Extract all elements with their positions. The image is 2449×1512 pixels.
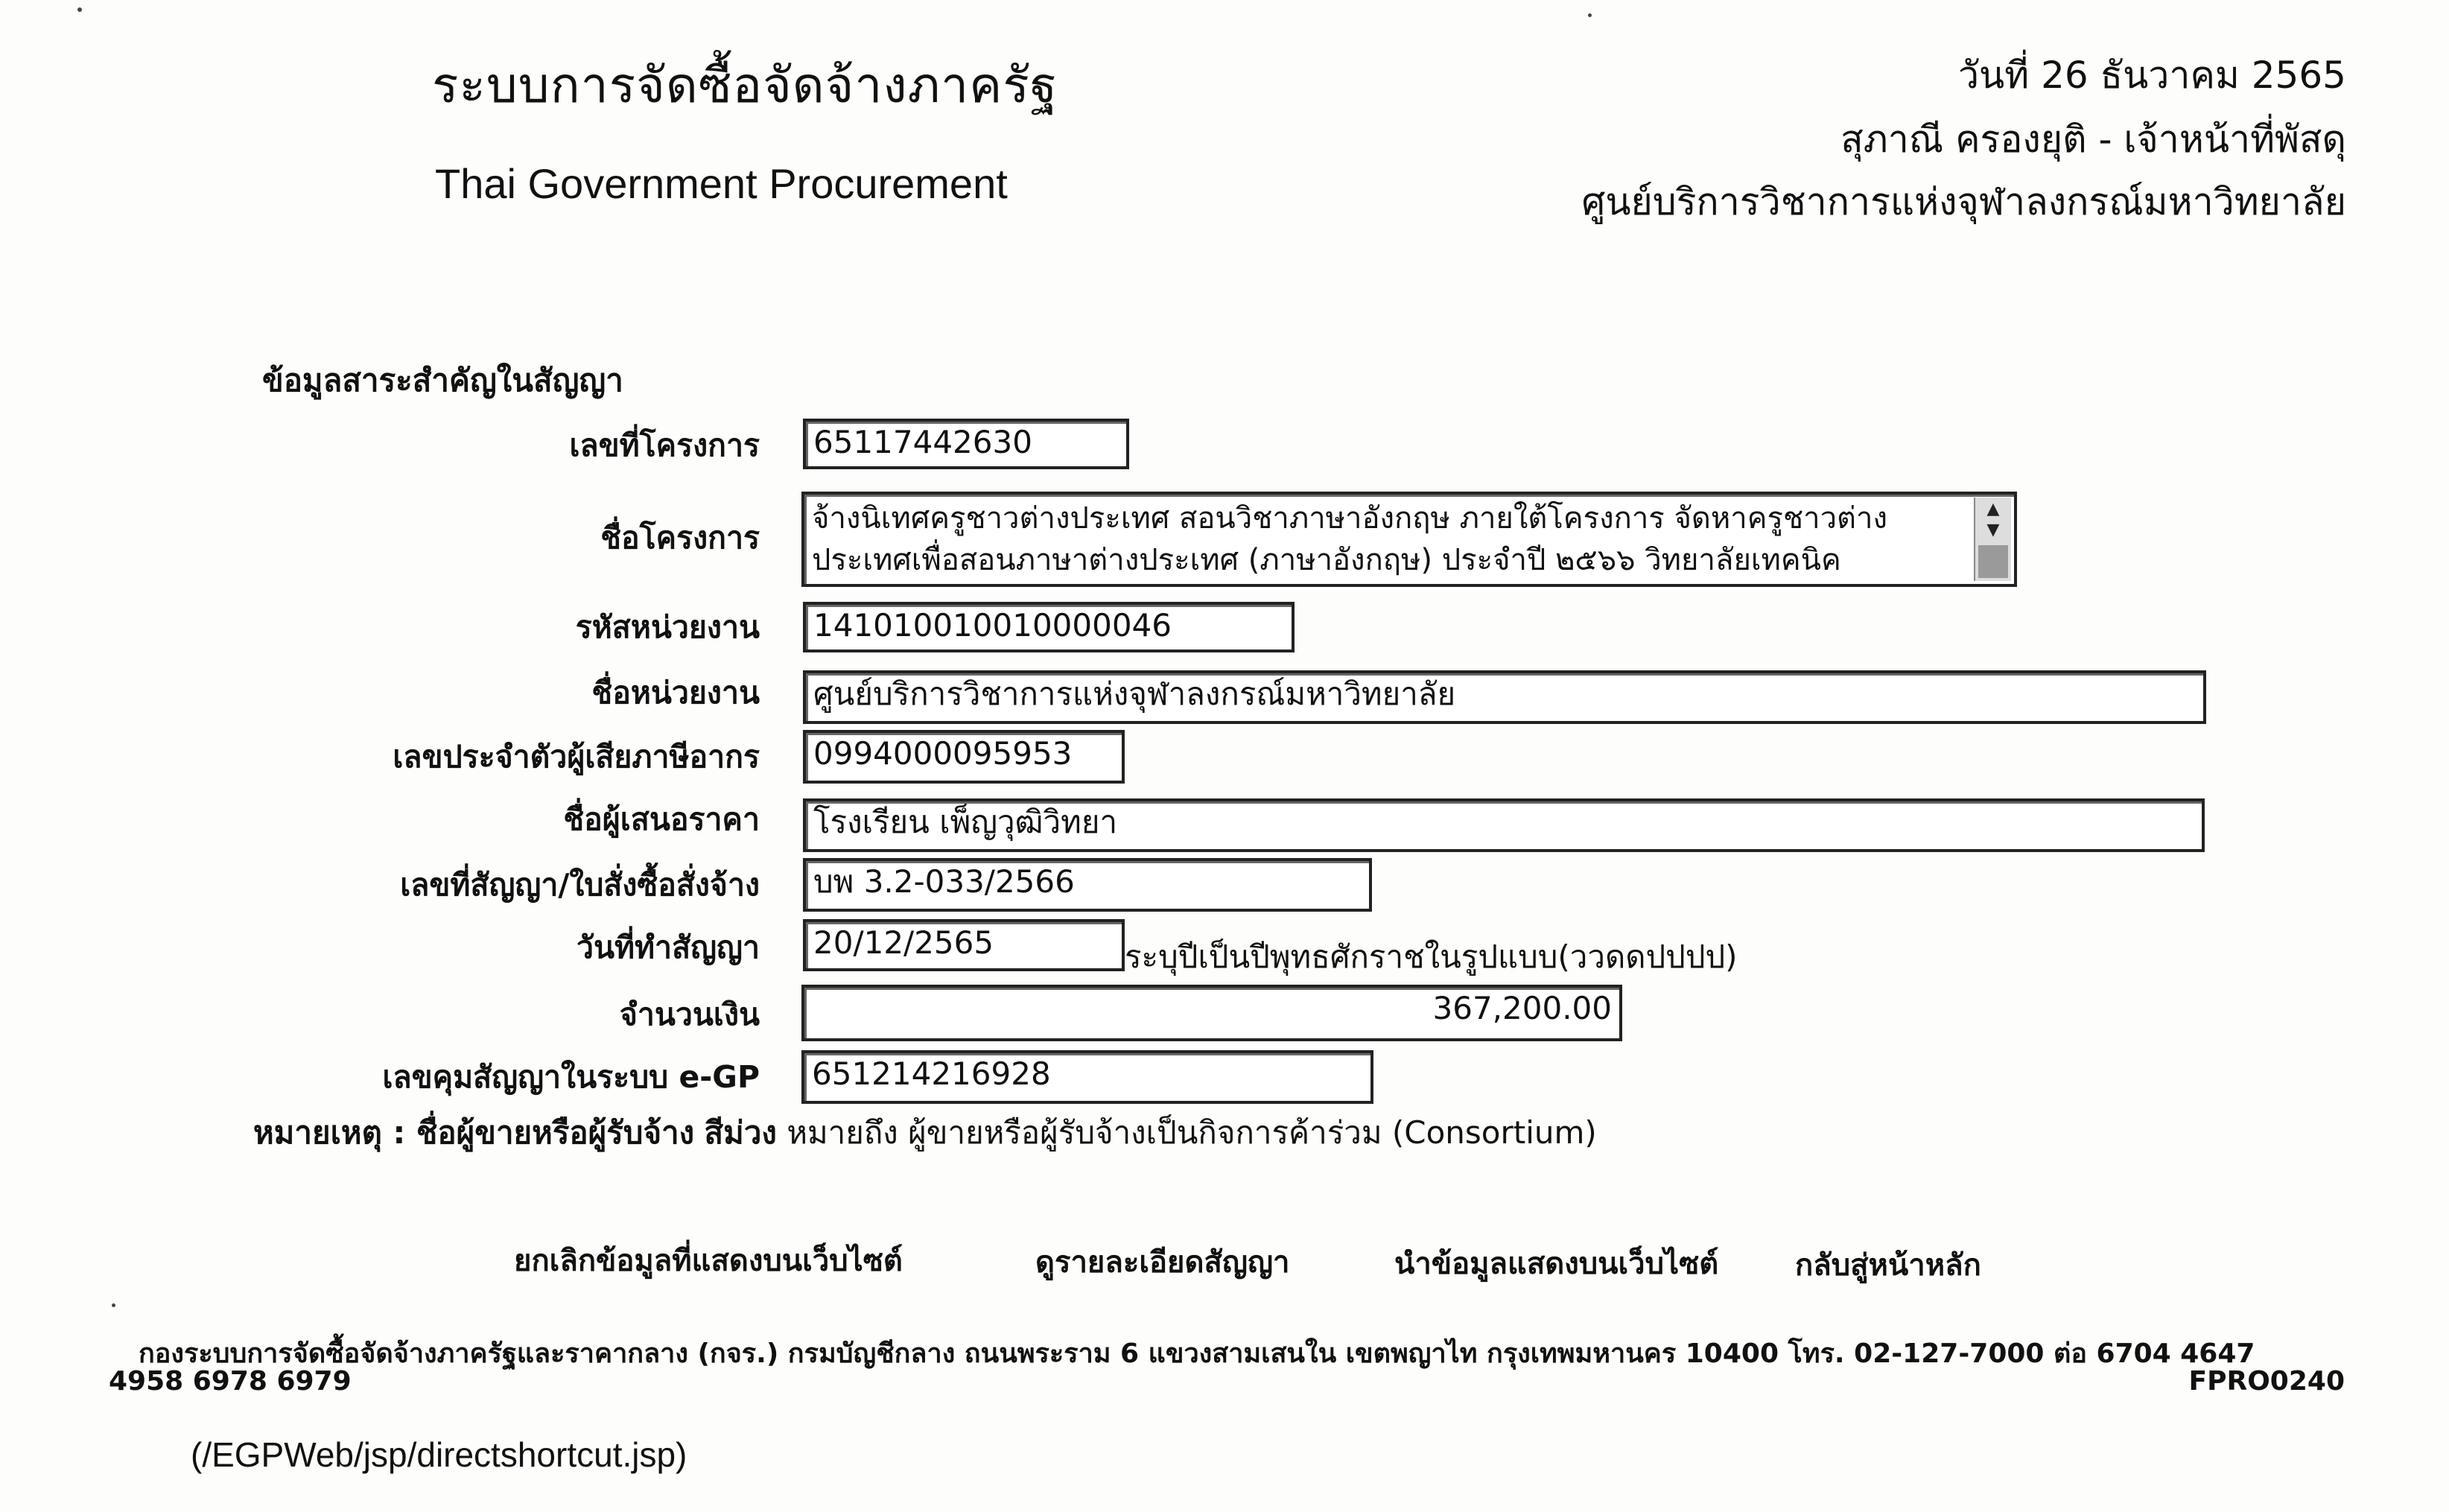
remark-suffix: หมายถึง ผู้ขายหรือผู้รับจ้างเป็นกิจการค้าร่วม (Consortium) bbox=[787, 1114, 1597, 1151]
organization-name: ศูนย์บริการวิชาการแห่งจุฬาลงกรณ์มหาวิทยาลัย bbox=[1581, 180, 2346, 223]
contract-date-field[interactable]: 20/12/2565 bbox=[803, 919, 1125, 971]
scan-speck bbox=[112, 1303, 115, 1307]
egp-no-label: เลขคุมสัญญาในระบบ e-GP bbox=[382, 1059, 760, 1095]
project-name-textarea[interactable] bbox=[801, 492, 2017, 587]
project-name-label: ชื่อโครงการ bbox=[600, 520, 760, 556]
bidder-name-label: ชื่อผู้เสนอราคา bbox=[563, 801, 760, 837]
scroll-thumb[interactable] bbox=[1978, 545, 2008, 578]
amount-label: จำนวนเงิน bbox=[619, 997, 760, 1032]
unit-code-field[interactable]: 141010010010000046 bbox=[803, 602, 1295, 652]
system-title-english: Thai Government Procurement bbox=[435, 160, 1008, 207]
egp-no-field[interactable]: 651214216928 bbox=[801, 1050, 1373, 1104]
cancel-web-display-link[interactable]: ยกเลิกข้อมูลที่แสดงบนเว็บไซต์ bbox=[514, 1244, 903, 1278]
contract-no-label: เลขที่สัญญา/ใบสั่งซื้อสั่งจ้าง bbox=[400, 867, 760, 903]
footer-phone-ext: 4958 6978 6979 bbox=[109, 1366, 352, 1397]
publish-to-web-link[interactable]: นำข้อมูลแสดงบนเว็บไซต์ bbox=[1394, 1247, 1719, 1281]
system-title-thai: ระบบการจัดซื้อจัดจ้างภาครัฐ bbox=[432, 57, 1058, 114]
unit-name-field[interactable]: ศูนย์บริการวิชาการแห่งจุฬาลงกรณ์มหาวิทยาลัย bbox=[803, 670, 2206, 724]
scroll-down-icon[interactable]: ▼ bbox=[1986, 521, 2000, 539]
remark-highlight: สีม่วง bbox=[704, 1114, 777, 1151]
scan-speck bbox=[77, 7, 82, 12]
footer-address: กองระบบการจัดซื้อจัดจ้างภาครัฐและราคากลาง (กจร.) กรมบัญชีกลาง ถนนพระราม 6 แขวงสามเสนใน เขตพญาไท กรุงเทพมหานคร 10400 โทร. 02-127-7000 ต่อ 6704 4647 bbox=[139, 1338, 2255, 1369]
remark-note bbox=[253, 1108, 1597, 1157]
project-name-text: จ้างนิเทศครูชาวต่างประเทศ สอนวิชาภาษาอังกฤษ ภายใต้โครงการ จัดหาครูชาวต่างประเทศเพื่อสอนภาษาต่างประเทศ (ภาษาอังกฤษ) ประจำปี ๒๕๖๖ วิทยาลัยเทคนิค bbox=[812, 501, 1888, 577]
page-path: (/EGPWeb/jsp/directshortcut.jsp) bbox=[191, 1435, 687, 1474]
unit-code-label: รหัสหน่วยงาน bbox=[575, 609, 760, 645]
current-date: วันที่ 26 ธันวาคม 2565 bbox=[1957, 54, 2346, 97]
amount-field[interactable]: 367,200.00 bbox=[801, 985, 1622, 1041]
contract-date-label: วันที่ทำสัญญา bbox=[576, 930, 760, 965]
tax-id-field[interactable]: 0994000095953 bbox=[803, 730, 1125, 784]
tax-id-label: เลขประจำตัวผู้เสียภาษีอากร bbox=[393, 739, 760, 775]
user-info: สุภาณี ครองยุติ - เจ้าหน้าที่พัสดุ bbox=[1840, 118, 2346, 161]
scan-speck bbox=[1588, 13, 1592, 17]
project-name-scrollbar[interactable] bbox=[1974, 498, 2011, 581]
unit-name-label: ชื่อหน่วยงาน bbox=[591, 675, 760, 711]
date-format-hint: ระบุปีเป็นปีพุทธศักราชในรูปแบบ(ววดดปปปป) bbox=[1125, 938, 1738, 975]
project-no-field[interactable]: 65117442630 bbox=[803, 419, 1129, 469]
project-no-label: เลขที่โครงการ bbox=[569, 428, 760, 463]
remark-prefix: หมายเหตุ : ชื่อผู้ขายหรือผู้รับจ้าง bbox=[253, 1114, 695, 1151]
bidder-name-field[interactable]: โรงเรียน เพ็ญวุฒิวิทยา bbox=[803, 798, 2205, 852]
contract-no-field[interactable]: บพ 3.2-033/2566 bbox=[803, 858, 1372, 912]
view-contract-details-link[interactable]: ดูรายละเอียดสัญญา bbox=[1035, 1245, 1290, 1280]
section-title: ข้อมูลสาระสำคัญในสัญญา bbox=[262, 362, 623, 398]
back-to-home-link[interactable]: กลับสู่หน้าหลัก bbox=[1795, 1248, 1981, 1283]
page-code: FPRO0240 bbox=[2188, 1366, 2345, 1397]
scroll-up-icon[interactable]: ▲ bbox=[1986, 500, 2000, 518]
